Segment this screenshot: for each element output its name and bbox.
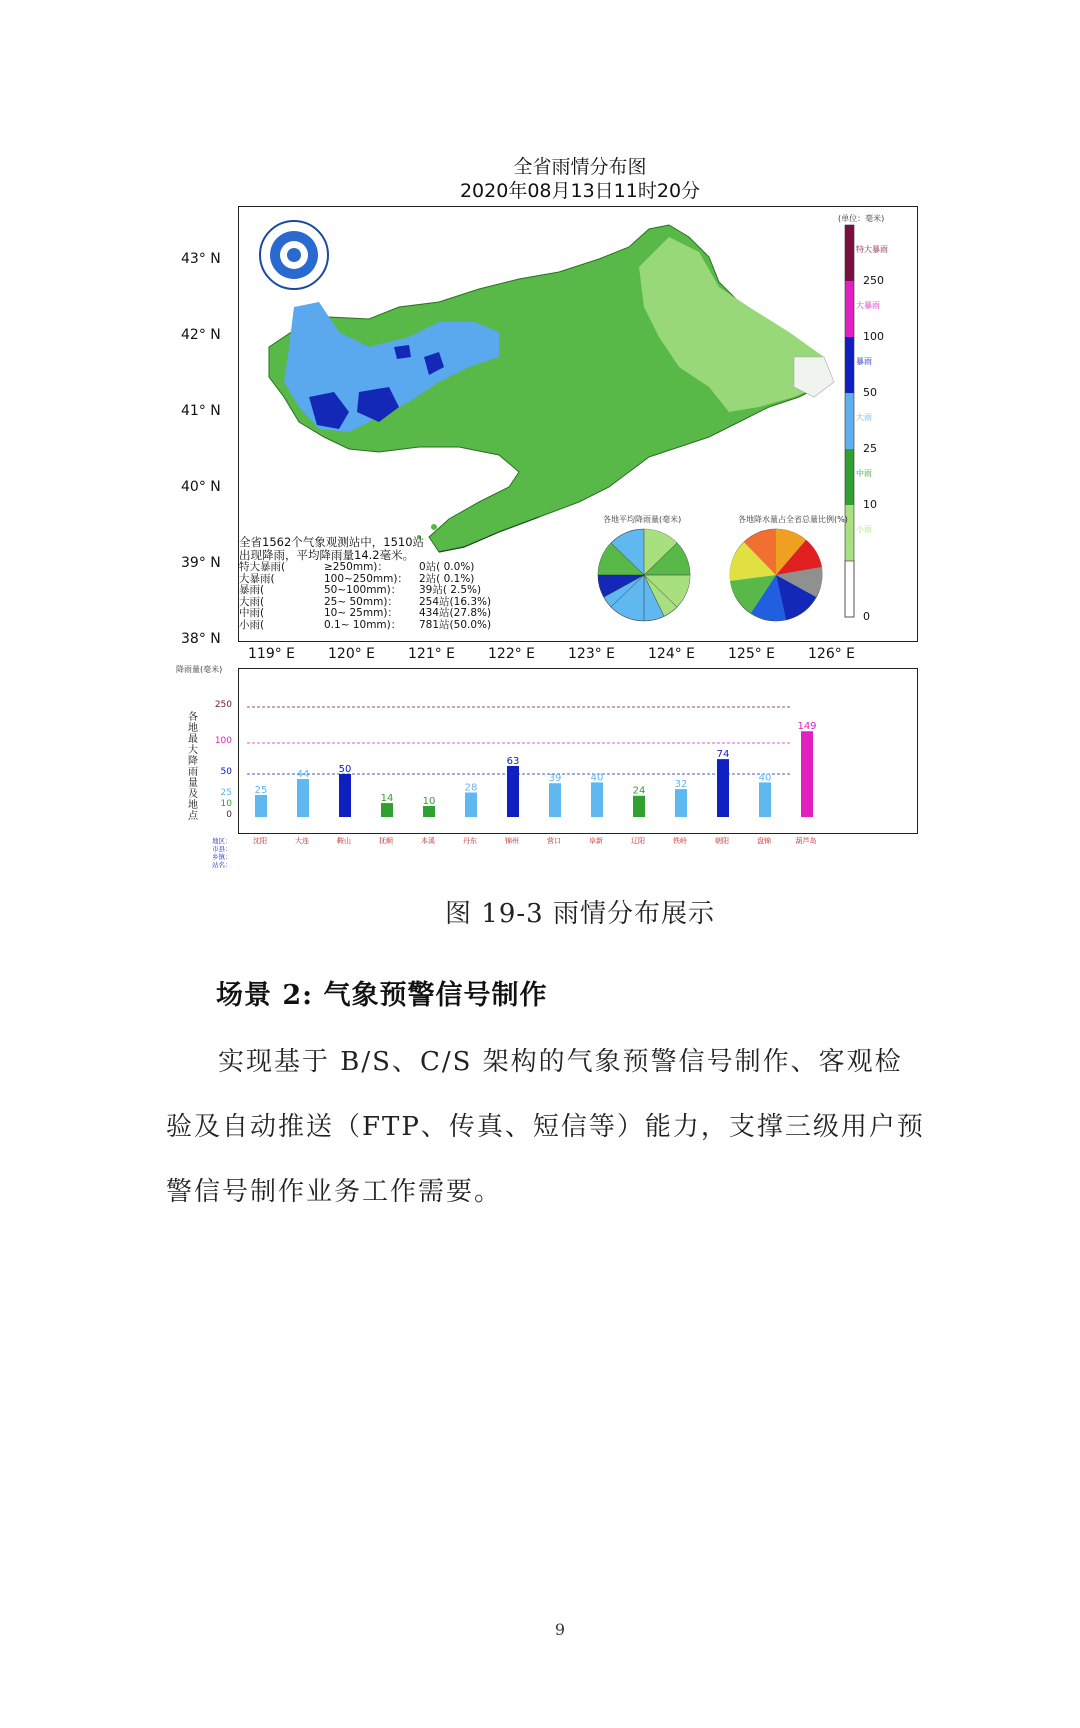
- lon-label-121: 121° E: [408, 646, 456, 662]
- stats-range: ≥250mm)：: [324, 561, 388, 573]
- bar-category-label: 盘锦: [757, 837, 771, 845]
- lon-label-124: 124° E: [648, 646, 696, 662]
- legend-cat-1: 大暴雨: [856, 301, 880, 310]
- bar-ylabel: 各地最大降雨量及地点: [188, 712, 198, 822]
- bar-row-label: 站名：: [212, 861, 232, 869]
- bar-4: [423, 806, 435, 817]
- bar-12: [759, 782, 771, 817]
- bar-5: [465, 792, 477, 817]
- bar-category-label: 丹东: [463, 837, 477, 845]
- lat-label-42: 42° N: [181, 327, 221, 343]
- section-heading: 场景 2: 气象预警信号制作: [216, 980, 548, 1011]
- bar-category-label: 本溪: [421, 837, 435, 845]
- stats-value: 781站(50.0%): [419, 618, 492, 631]
- legend-cat-3: 大雨: [856, 413, 872, 422]
- legend-colorbar: [845, 225, 854, 617]
- bar-ytick-label: 50: [220, 767, 232, 777]
- meteorological-logo: [260, 221, 328, 289]
- stats-range: 0.1~ 10mm)：: [324, 618, 402, 631]
- bar-ytick-label: 10: [220, 799, 232, 809]
- bar-value-label: 40: [590, 772, 604, 784]
- stats-name: 特大暴雨(: [239, 561, 286, 573]
- stats-row: [239, 608, 499, 620]
- legend-cat-0: 特大暴雨: [856, 245, 888, 254]
- bar-10: [675, 789, 687, 817]
- bar-value-label: 25: [254, 785, 268, 796]
- legend-tick-50: 50: [863, 386, 877, 399]
- map-title: 全省雨情分布图: [513, 156, 647, 178]
- bar-9: [633, 796, 645, 817]
- stats-name: 大暴雨(: [239, 572, 275, 585]
- bar-row-label: 乡镇：: [212, 853, 232, 861]
- page-number: 9: [554, 1620, 566, 1639]
- bar-value-label: 149: [797, 721, 817, 733]
- stats-value: 2站( 0.1%): [419, 572, 475, 585]
- lon-label-125: 125° E: [728, 646, 776, 662]
- bar-ytick-label: 0: [226, 810, 232, 820]
- bar-value-label: 32: [674, 779, 688, 791]
- bar-category-label: 沈阳: [253, 837, 267, 845]
- legend-cat-4: 中雨: [856, 469, 872, 478]
- bar-ytick-label: 100: [214, 736, 232, 746]
- stats-value: 254站(16.3%): [419, 595, 492, 608]
- lat-label-43: 43° N: [181, 251, 221, 267]
- bar-2: [339, 774, 351, 817]
- bar-ytick-label: 250: [214, 700, 232, 710]
- legend-tick-0: 0: [863, 610, 870, 623]
- lon-label-126: 126° E: [808, 646, 856, 662]
- bar-category-label: 大连: [295, 837, 309, 845]
- bar-value-label: 28: [464, 782, 478, 794]
- map-subtitle: 2020年08月13日11时20分: [459, 180, 701, 202]
- pie-chart-average-rainfall: [598, 529, 690, 621]
- pie2-title: 各地降水量占全省总量比例(%): [738, 515, 848, 524]
- bar-value-label: 10: [422, 796, 436, 807]
- body-paragraph: [166, 1030, 926, 1225]
- lon-label-122: 122° E: [488, 646, 536, 662]
- bar-category-label: 铁岭: [673, 837, 687, 845]
- storm-region-4: [394, 345, 411, 359]
- stats-value: 39站( 2.5%): [419, 584, 482, 596]
- bar-category-label: 鞍山: [337, 837, 351, 845]
- bar-8: [591, 782, 603, 817]
- max-rain-bar-chart: [238, 668, 918, 834]
- bar-row-label: 地区：: [212, 837, 232, 845]
- stats-range: 100~250mm)：: [324, 572, 408, 585]
- bar-6: [507, 766, 519, 817]
- bar-value-label: 74: [716, 749, 730, 761]
- pie1-title: 各地平均降雨量(毫米): [603, 515, 682, 524]
- legend-tick-25: 25: [863, 442, 877, 455]
- lat-label-38: 38° N: [181, 631, 221, 647]
- bar-value-label: 39: [548, 773, 562, 785]
- bar-value-label: 50: [338, 764, 352, 775]
- stats-row: [239, 620, 499, 632]
- bar-category-label: 朝阳: [715, 837, 729, 845]
- bar-value-label: 40: [758, 772, 772, 784]
- stats-range: 10~ 25mm)：: [324, 607, 398, 619]
- stats-range: 25~ 50mm)：: [324, 595, 398, 608]
- stats-name: 小雨(: [239, 618, 265, 631]
- paragraph-text: 实现基于 B/S、C/S 架构的气象预警信号制作、客观检验及自动推送（FTP、传真、短信等）能力，支撑三级用户预警信号制作业务工作需要。: [166, 1047, 925, 1207]
- legend-tick-250: 250: [863, 274, 884, 287]
- legend-cat-2: 暴雨: [856, 357, 872, 366]
- bar-ytick-label: 25: [220, 788, 232, 798]
- bar-value-label: 14: [380, 793, 394, 805]
- stats-name: 大雨(: [239, 595, 265, 608]
- bar-1: [297, 779, 309, 817]
- stats-header-1: 全省1562个气象观测站中，1510站: [239, 535, 425, 549]
- figure-caption: 图 19-3 雨情分布展示: [445, 899, 715, 929]
- bar-chart-svg: [239, 669, 917, 833]
- bar-7: [549, 783, 561, 817]
- bar-row-label: 市县：: [212, 845, 232, 853]
- bar-value-label: 44: [296, 769, 310, 781]
- bar-13: [801, 731, 813, 817]
- legend-cat-5: 小雨: [856, 525, 872, 534]
- stats-row: [239, 562, 499, 574]
- bar-category-label: 葫芦岛: [795, 837, 817, 845]
- lon-label-120: 120° E: [328, 646, 376, 662]
- bar-category-label: 营口: [547, 837, 561, 845]
- lat-label-41: 41° N: [181, 403, 221, 419]
- legend-tick-100: 100: [863, 330, 884, 343]
- lat-label-40: 40° N: [181, 479, 221, 495]
- bar-category-label: 阜新: [589, 837, 603, 845]
- lat-label-39: 39° N: [181, 555, 221, 571]
- lon-label-119: 119° E: [248, 646, 296, 662]
- lon-label-123: 123° E: [568, 646, 616, 662]
- stats-value: 434站(27.8%): [419, 607, 492, 619]
- bar-value-label: 24: [632, 785, 646, 797]
- bar-unit-label: 降雨量(毫米): [176, 665, 223, 674]
- stats-header-2: 出现降雨，平均降雨量14.2毫米。: [239, 548, 415, 562]
- bar-value-label: 63: [506, 755, 520, 767]
- rain-stats: [239, 536, 499, 631]
- map-unit-label: (单位：毫米): [838, 214, 885, 223]
- stats-value: 0站( 0.0%): [419, 561, 475, 573]
- bar-11: [717, 759, 729, 817]
- bar-category-label: 辽阳: [631, 837, 645, 845]
- pie-chart-proportion: [730, 529, 823, 621]
- bar-0: [255, 795, 267, 817]
- bar-3: [381, 803, 393, 817]
- stats-range: 50~100mm)：: [324, 584, 402, 596]
- bar-category-label: 锦州: [505, 837, 519, 845]
- legend-tick-10: 10: [863, 498, 877, 511]
- stats-name: 暴雨(: [239, 584, 265, 596]
- stats-name: 中雨(: [239, 607, 265, 619]
- bar-category-label: 抚顺: [379, 837, 393, 845]
- stats-row: [239, 585, 499, 597]
